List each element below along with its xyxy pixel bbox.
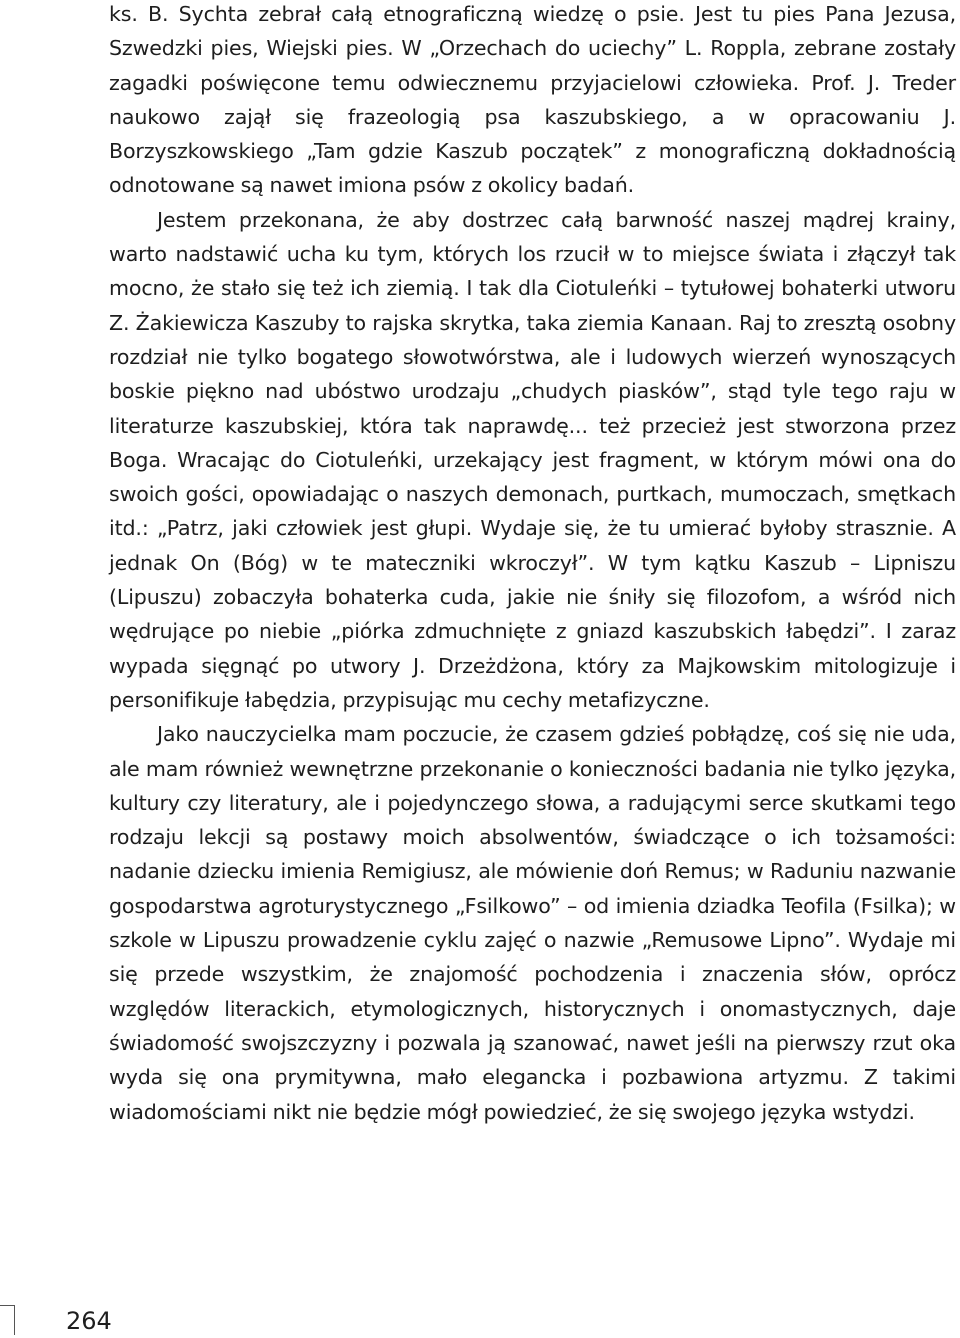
- paragraph-continuation: ks. B. Sychta zebrał całą etnograficzną wiedzę o psie. Jest tu pies Pana Jezusa, Szwedzki pies, Wiejski pies. W „Orzechach do uciechy” L. Roppla, zebrane zostały zagadki poświęcone temu odwiecznemu przyjacielowi człowieka. Prof. J. Treder naukowo zajął się frazeologią psa kaszubskiego, a w opracowaniu J. Borzyszkowskiego „Tam gdzie Kaszub początek” z monograficzną dokładnością odnotowane są nawet imiona psów z okolicy badań.: [109, 2, 956, 198]
- footer-rule-vertical: [14, 1305, 15, 1335]
- page-number: 264: [66, 1307, 112, 1335]
- document-body: [109, 0, 956, 1129]
- footer-rule-horizontal: [0, 1305, 14, 1306]
- paragraph-kaszuby-paradise: Jestem przekonana, że aby dostrzec całą barwność naszej mądrej krainy, warto nadstawić ucha ku tym, których los rzucił w to miejsce świata i złączył tak mocno, że stało się też ich ziemią. I tak dla Ciotuleńki – tytułowej bohaterki utworu Z. Żakiewicza Kaszuby to rajska skrytka, taka ziemia Kanaan. Raj to zresztą osobny rozdział nie tylko bogatego słowotwórstwa, ale i ludowych wierzeń wynoszących boskie piękno nad ubóstwo urodzaju „chudych piasków”, stąd tyle tego raju w literaturze kaszubskiej, która tak naprawdę... też przecież jest stworzona przez Boga. Wracając do Ciotuleńki, urzekający jest fragment, w którym mówi ona do swoich gości, opowiadając o naszych demonach, purtkach, mumoczach, smętkach itd.: „Patrz, jaki człowiek jest głupi. Wydaje się, że tu umierać byłoby strasznie. A jednak On (Bóg) w te mateczniki wkroczył”. W tym kątku Kaszub – Lipniszu (Lipuszu) zobaczyła bohaterka cuda, jakie nie śniły się filozofom, a wśród nich wędrujące po niebie „piórka zdmuchnięte z gniazd kaszubskich łabędzi”. I zaraz wypada sięgnąć po utwory J. Drzeżdżona, który za Majkowskim mitologizuje i personifikuje łabędzia, przypisując mu cechy metafizyczne.: [109, 207, 956, 712]
- paragraph-teacher-reflection: Jako nauczycielka mam poczucie, że czasem gdzieś pobłądzę, coś się nie uda, ale mam również wewnętrzne przekonanie o konieczności badania nie tylko języka, kultury czy literatury, ale i pojedynczego słowa, a radującymi serce skutkami tego rodzaju lekcji są postawy moich absolwentów, świadczące o ich tożsamości: nadanie dziecku imienia Remigiusz, ale mówienie doń Remus; w Raduniu nazwanie gospodarstwa agroturystycznego „Fsilkowo” – od imienia dziadka Teofila (Fsilka); w szkole w Lipuszu prowadzenie cyklu zajęć o nazwie „Remusowe Lipno”. Wydaje mi się przede wszystkim, że znajomość pochodzenia i znaczenia słów, oprócz względów literackich, etymologicznych, historycznych i onomastycznych, daje świadomość swojszczyzny i pozwala ją szanować, nawet jeśli na pierwszy rzut oka wyda się ona prymitywna, mało elegancka i pozbawiona artyzmu. Z takimi wiadomościami nikt nie będzie mógł powiedzieć, że się swojego języka wstydzi.: [109, 722, 956, 1124]
